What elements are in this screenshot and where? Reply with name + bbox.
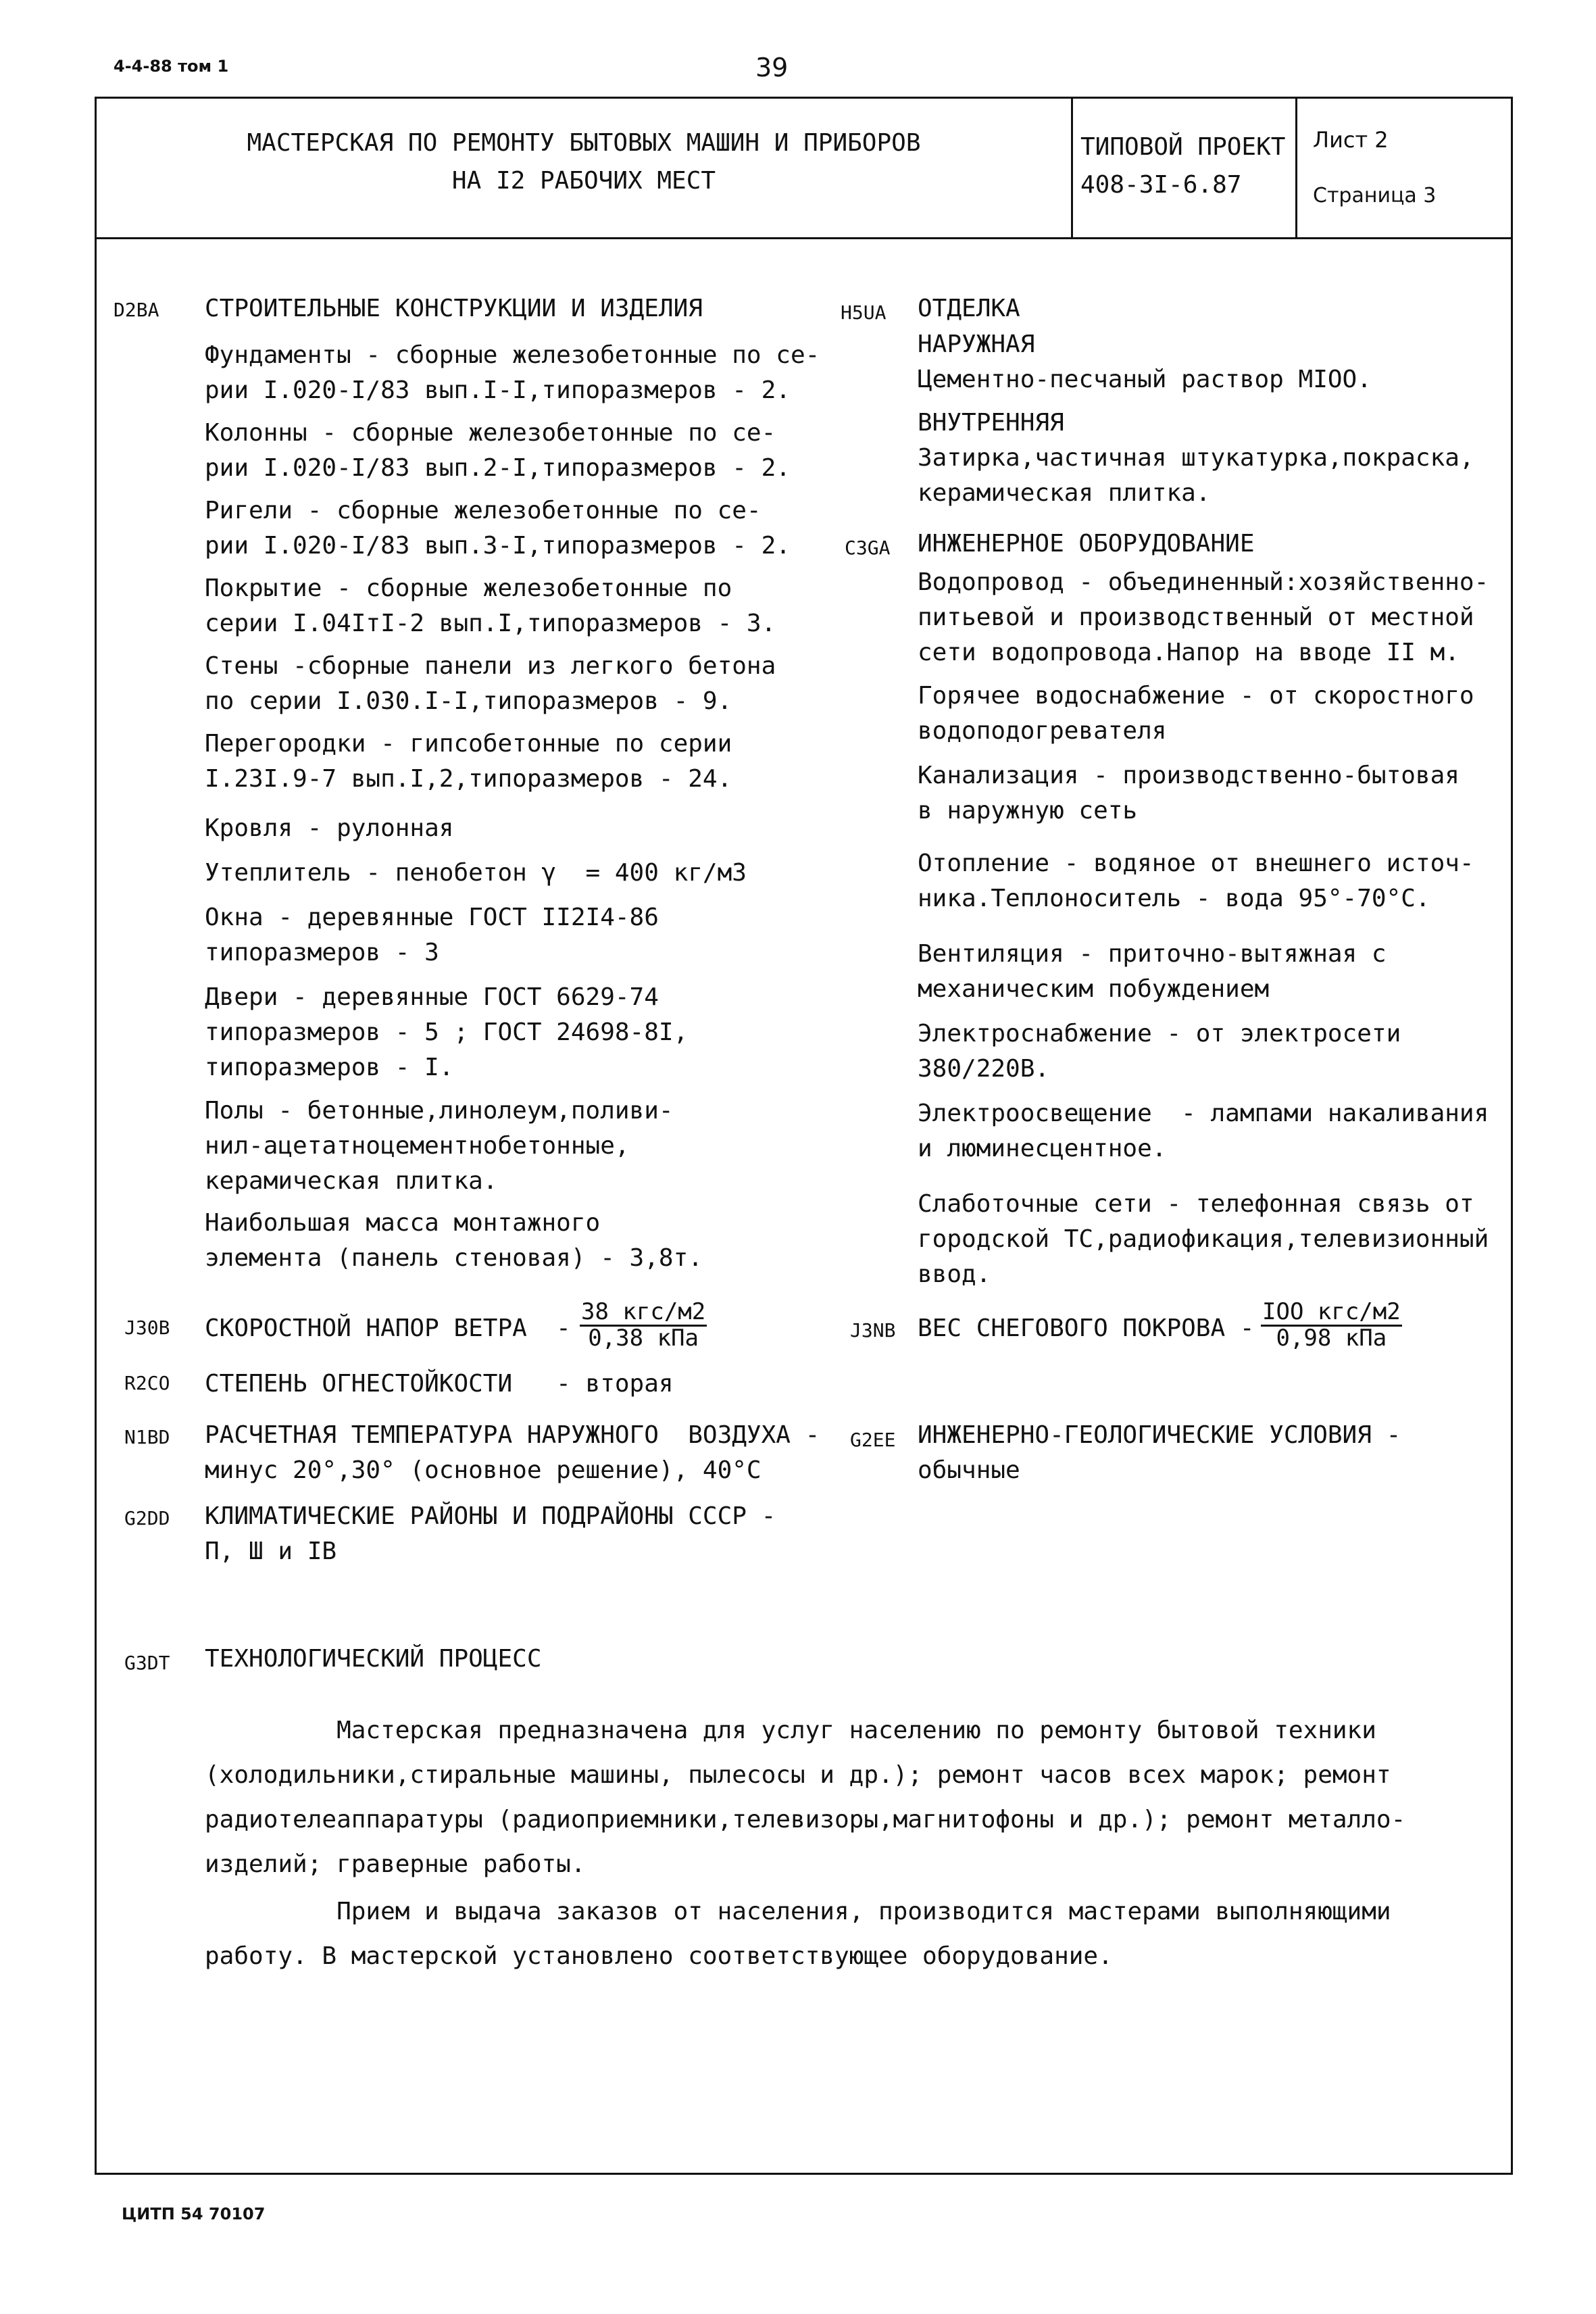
climate-regions: КЛИМАТИЧЕСКИЕ РАЙОНЫ И ПОДРАЙОНЫ СССР - П, Ш и IВ xyxy=(205,1502,776,1565)
section-code: G2DD xyxy=(124,1507,170,1529)
engineering-item: Слаботочные сети - телефонная связь от городской ТС,радиофикация,телевизионный ввод. xyxy=(918,1190,1489,1288)
wind-load-value xyxy=(580,1299,707,1350)
construction-item: Ригели - сборные железобетонные по се- рии I.020-I/83 вып.3-I,типоразмеров - 2. xyxy=(205,497,791,560)
snow-load-label: ВЕС СНЕГОВОГО ПОКРОВА - xyxy=(918,1314,1255,1342)
title-line-2: НА I2 РАБОЧИХ МЕСТ xyxy=(451,167,716,195)
construction-item: Фундаменты - сборные железобетонные по се- рии I.020-I/83 вып.I-I,типоразмеров - 2. xyxy=(205,341,820,404)
geological-conditions: ИНЖЕНЕРНО-ГЕОЛОГИЧЕСКИЕ УСЛОВИЯ - обычные xyxy=(918,1421,1401,1484)
process-paragraph: Мастерская предназначена для услуг населению по ремонту бытовой техники (холодильники,стиральные машины, пылесосы и др.); ремонт часов всех марок; ремонт радиотелеаппаратуры (радиоприемники,телевизоры,магнитофоны и др.); ремонт металло- изделий; граверные работы. xyxy=(205,1717,1406,1878)
page-number: 39 xyxy=(755,53,789,82)
project-number xyxy=(1080,128,1285,204)
title-line-1: МАСТЕРСКАЯ ПО РЕМОНТУ БЫТОВЫХ МАШИН И ПРИБОРОВ xyxy=(247,129,921,157)
fraction-numerator: 38 кгс/м2 xyxy=(581,1298,706,1325)
construction-item: Стены -сборные панели из легкого бетона по серии I.030.I-I,типоразмеров - 9. xyxy=(205,652,776,715)
section-heading: ОТДЕЛКА xyxy=(918,295,1020,322)
document-title xyxy=(97,124,1071,200)
engineering-item: Горячее водоснабжение - от скоростного водоподогревателя xyxy=(918,682,1474,745)
construction-item: Двери - деревянные ГОСТ 6629-74 типоразмеров - 5 ; ГОСТ 24698-8I, типоразмеров - I. xyxy=(205,983,689,1081)
section-heading: СТРОИТЕЛЬНЫЕ КОНСТРУКЦИИ И ИЗДЕЛИЯ xyxy=(205,295,703,322)
footer-code: ЦИТП 54 70107 xyxy=(122,2205,266,2223)
design-temperature: РАСЧЕТНАЯ ТЕМПЕРАТУРА НАРУЖНОГО ВОЗДУХА - минус 20°,30° (основное решение), 40°С xyxy=(205,1421,820,1484)
engineering-item: Электроснабжение - от электросети 380/220В. xyxy=(918,1020,1401,1083)
section-code: N1BD xyxy=(124,1426,170,1448)
section-code: R2CO xyxy=(124,1372,170,1394)
construction-item: Окна - деревянные ГОСТ II2I4-86 типоразмеров - 3 xyxy=(205,904,659,966)
engineering-item: Канализация - производственно-бытовая в наружную сеть xyxy=(918,762,1460,824)
section-code: G3DT xyxy=(124,1652,170,1674)
divider xyxy=(1071,99,1073,237)
divider xyxy=(1295,99,1297,237)
snow-load-value xyxy=(1261,1299,1402,1350)
construction-item: Кровля - рулонная xyxy=(205,814,454,842)
section-heading: ИНЖЕНЕРНОЕ ОБОРУДОВАНИЕ xyxy=(918,530,1255,558)
construction-item: Полы - бетонные,линолеум,поливи- нил-ацетатноцементнобетонные, керамическая плитка. xyxy=(205,1097,674,1195)
sheet-number: Лист 2 xyxy=(1313,127,1389,153)
section-code: H5UA xyxy=(841,301,887,324)
section-code: G2EE xyxy=(850,1429,896,1451)
fraction-numerator: IOO кгс/м2 xyxy=(1262,1298,1401,1325)
engineering-item: Водопровод - объединенный:хозяйственно- питьевой и производственный от местной сети водопровода.Напор на вводе II м. xyxy=(918,568,1489,666)
process-paragraph: Прием и выдача заказов от населения, производится мастерами выполняющими работу. В мастерской установлено соответствующее оборудование. xyxy=(205,1898,1391,1970)
finishing-item: ВНУТРЕННЯЯ Затирка,частичная штукатурка,покраска, керамическая плитка. xyxy=(918,409,1474,507)
engineering-item: Вентиляция - приточно-вытяжная с механическим побуждением xyxy=(918,940,1387,1003)
section-code: D2BA xyxy=(114,299,159,321)
construction-item: Перегородки - гипсобетонные по серии I.23I.9-7 вып.I,2,типоразмеров - 24. xyxy=(205,730,732,793)
fraction-denominator: 0,98 кПа xyxy=(1276,1325,1387,1352)
construction-item: Колонны - сборные железобетонные по се- рии I.020-I/83 вып.2-I,типоразмеров - 2. xyxy=(205,419,791,482)
fire-resistance: СТЕПЕНЬ ОГНЕСТОЙКОСТИ - вторая xyxy=(205,1370,674,1398)
top-reference: 4-4-88 том 1 xyxy=(114,57,229,76)
section-code: J3NB xyxy=(850,1319,896,1341)
engineering-item: Электроосвещение - лампами накаливания и люминесцентное. xyxy=(918,1100,1489,1162)
section-heading: ТЕХНОЛОГИЧЕСКИЙ ПРОЦЕСС xyxy=(205,1645,542,1673)
section-code: J30B xyxy=(124,1316,170,1339)
wind-load-label: СКОРОСТНОЙ НАПОР ВЕТРА - xyxy=(205,1314,571,1342)
project-label: ТИПОВОЙ ПРОЕКТ xyxy=(1080,133,1286,161)
construction-item: Наибольшая масса монтажного элемента (панель стеновая) - 3,8т. xyxy=(205,1209,703,1272)
engineering-item: Отопление - водяное от внешнего источ- ника.Теплоноситель - вода 95°-70°С. xyxy=(918,850,1474,912)
title-block xyxy=(97,99,1511,239)
project-code: 408-3I-6.87 xyxy=(1080,171,1242,199)
construction-item: Утеплитель - пенобетон γ = 400 кг/м3 xyxy=(205,859,747,887)
fraction-denominator: 0,38 кПа xyxy=(588,1325,699,1352)
construction-item: Покрытие - сборные железобетонные по серии I.04IтI-2 вып.I,типоразмеров - 3. xyxy=(205,574,776,637)
section-code: C3GA xyxy=(845,537,891,559)
page-label: Страница 3 xyxy=(1313,184,1437,207)
finishing-item: НАРУЖНАЯ Цементно-песчаный раствор МIОО. xyxy=(918,330,1372,393)
